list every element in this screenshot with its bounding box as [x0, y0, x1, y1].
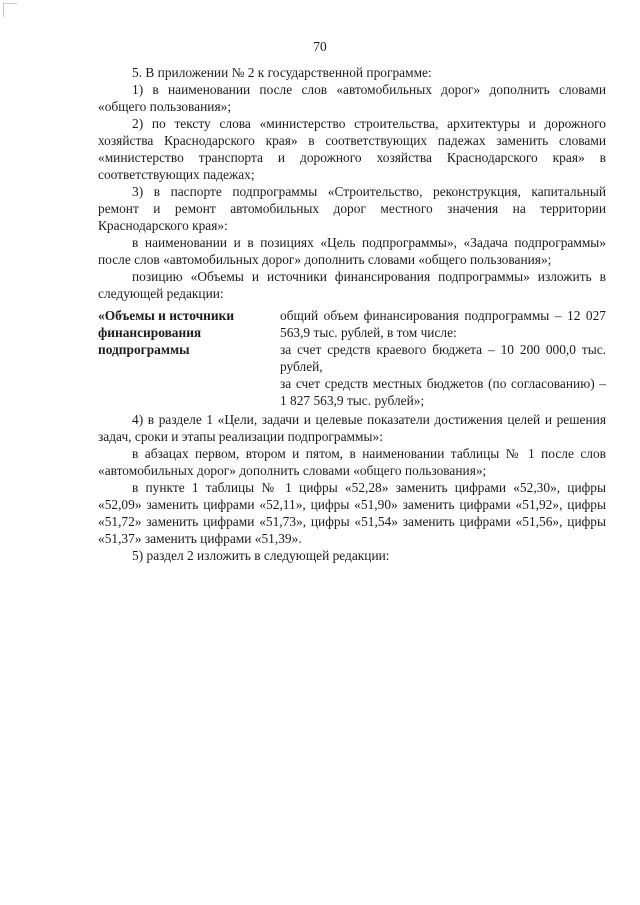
paragraph: в абзацах первом, втором и пятом, в наименовании таблицы № 1 после слов «автомобильных дорог» дополнить словами «общего пользования»; — [98, 446, 606, 478]
paragraph: в наименовании и в позициях «Цель подпрограммы», «Задача подпрограммы» после слов «автомобильных дорог» дополнить словами «общего пользования»; — [98, 235, 606, 267]
passport-line: общий объем финансирования подпрограммы – 12 027 563,9 тыс. рублей, в том числе: — [280, 308, 606, 340]
page-number: 70 — [313, 39, 327, 54]
paragraph: 5. В приложении № 2 к государственной программе: — [132, 65, 432, 80]
passport-label: «Объемы и источники финансирования подпрограммы — [98, 308, 235, 357]
passport-line: за счет средств краевого бюджета – 10 200 000,0 тыс. рублей, — [280, 342, 606, 374]
passport-line: за счет средств местных бюджетов (по согласованию) – 1 827 563,9 тыс. рублей»; — [280, 376, 606, 408]
paragraph: 2) по тексту слова «министерство строительства, архитектуры и дорожного хозяйства Краснодарского края» в соответствующих падежах заменить словами «министерство транспорта и дорожного хозяйства Краснодарского края» в соответствующих падежах; — [98, 116, 606, 182]
passport-table — [98, 307, 606, 409]
paragraph: 4) в разделе 1 «Цели, задачи и целевые показатели достижения целей и решения задач, сроки и этапы реализации подпрограммы»: — [98, 412, 606, 444]
paragraph: в пункте 1 таблицы № 1 цифры «52,28» заменить цифрами «52,30», цифры «52,09» заменить цифрами «52,11», цифры «51,90» заменить цифрами «51,92», цифры «51,72» заменить цифрами «51,73», цифры «51,54» заменить цифрами «51,56», цифры «51,37» заменить цифрами «51,39». — [98, 480, 606, 546]
paragraph: 5) раздел 2 изложить в следующей редакции: — [132, 548, 390, 563]
paragraph: 1) в наименовании после слов «автомобильных дорог» дополнить словами «общего пользования»; — [98, 82, 606, 114]
scan-corner-mark — [3, 3, 17, 17]
passport-value — [280, 307, 606, 409]
document-body — [98, 64, 606, 564]
paragraph: 3) в паспорте подпрограммы «Строительство, реконструкция, капитальный ремонт и ремонт автомобильных дорог местного значения на территории Краснодарского края»: — [98, 184, 606, 233]
paragraph: позицию «Объемы и источники финансирования подпрограммы» изложить в следующей редакции: — [98, 269, 606, 301]
